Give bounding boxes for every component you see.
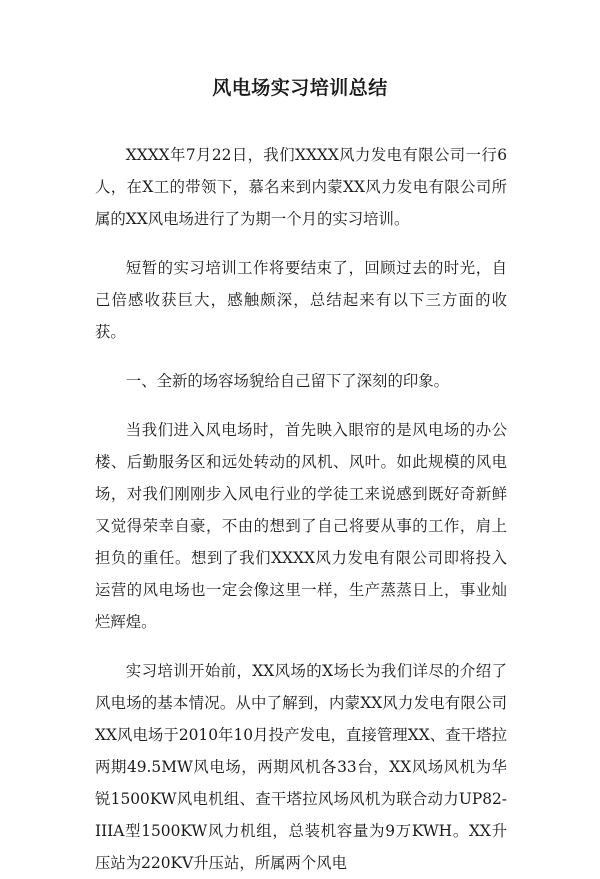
document-title: 风电场实习培训总结 [212,77,388,99]
paragraph-spacer [95,638,507,655]
section-heading-1: 一、全新的场容场貌给自己留下了深刻的印象。 [125,372,450,390]
paragraph-spacer [95,348,507,365]
paragraph-first-impression: 当我们进入风电场时，首先映入眼帘的是风电场的办公楼、后勤服务区和远处转动的风机、风叶。如此规模的风电场，对我们刚刚步入风电行业的学徒工来说感到既好奇新鲜又觉得荣幸自豪，不由的想到了自己将要从事的工作，肩上担负的重任。想到了我们XXXX风力发电有限公司即将投入运营的风电场也一定会像这里一样，生产蒸蒸日上，事业灿烂辉煌。 [95,421,507,631]
paragraph-site-overview: 实习培训开始前，XX风场的X场长为我们详尽的介绍了风电场的基本情况。从中了解到，内蒙XX风力发电有限公司XX风电场于2010年10月投产发电，直接管理XX、查干塔拉两期49.5MW风电场，两期风机各33台，XX风场风机为华锐1500KW风电机组、查干塔拉风场风机为联合动力UP82-IIIA型1500KW风力机组，总装机容量为9万KWH。XX升压站为220KV升压站，所属两个风电 [95,662,507,872]
paragraph-summary: 短暂的实习培训工作将要结束了，回顾过去的时光，自己倍感收获巨大，感触颇深，总结起来有以下三方面的收获。 [95,259,507,341]
paragraph-intro: XXXX年7月22日，我们XXXX风力发电有限公司一行6人，在X工的带领下，慕名来到内蒙XX风力发电有限公司所属的XX风电场进行了为期一个月的实习培训。 [95,146,507,228]
document-body [95,139,507,879]
paragraph-spacer [95,235,507,252]
paragraph-spacer [95,397,507,414]
